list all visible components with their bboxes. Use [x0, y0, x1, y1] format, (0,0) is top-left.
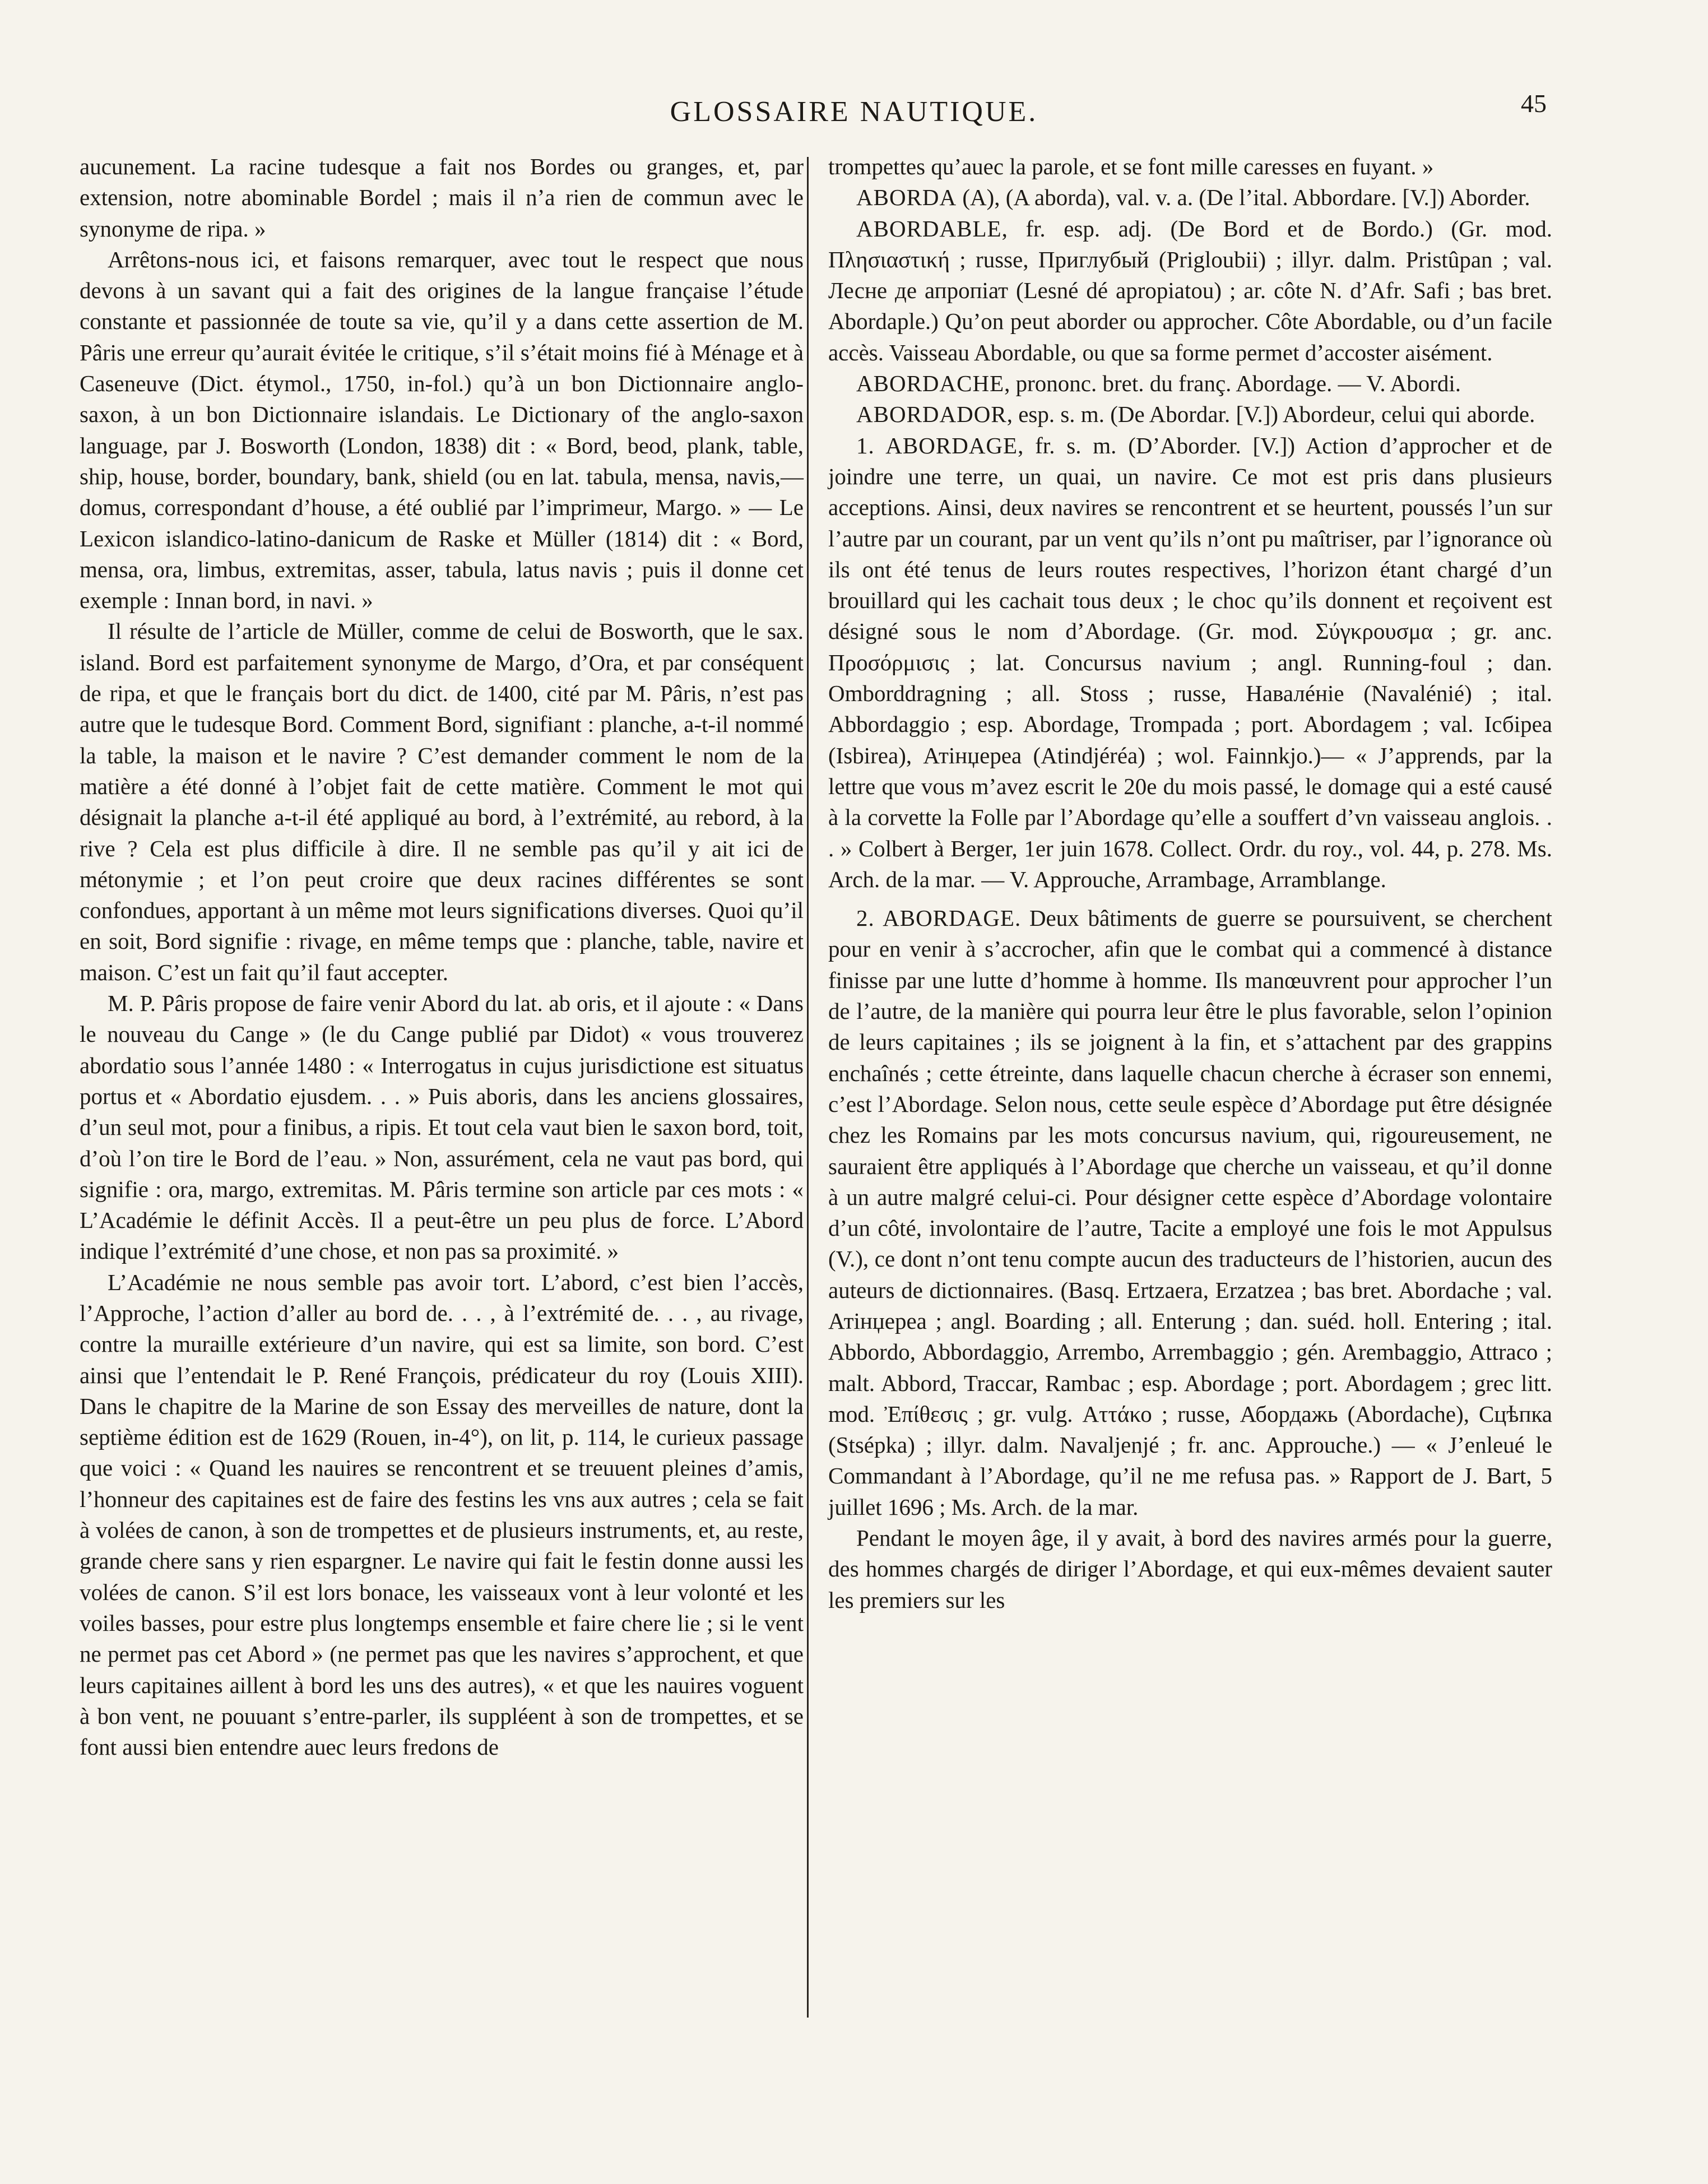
entry-lemma: ABORDA	[856, 184, 957, 211]
paragraph: Il résulte de l’article de Müller, comme de celui de Bosworth, que le sax. island. Bord est parfaitement synonyme de Margo, d’Ora, et par conséquent de ripa, et que le français bort du dict. de 1400, cité par M. Pâris, n’est pas autre que le tudesque Bord. Comment Bord, signifiant : planche, a-t-il nommé la table, la maison et le navire ? C’est demander comment le nom de la matière a été donné à l’objet fait de cette matière. Comment le mot qui désignait la planche a-t-il été appliqué au bord, à l’extrémité, au rebord, à la rive ? Cela est plus difficile à dire. Il ne semble pas qu’il y ait ici de métonymie ; et l’on peut croire que deux racines différentes se sont confondues, apportant à un même mot leurs significations diverses. Quoi qu’il en soit, Bord signifie : rivage, en même temps que : planche, table, navire et maison. C’est un fait qu’il faut accepter.	[80, 618, 804, 985]
paragraph: Arrêtons-nous ici, et faisons remarquer, avec tout le respect que nous devons à un savant qui a fait des origines de la langue française l’étude constante et passionnée de toute sa vie, qu’il y a dans cette assertion de M. Pâris une erreur qu’aurait évitée le critique, s’il s’était moins fié à Ménage et à Caseneuve (Dict. étymol., 1750, in-fol.) qu’à un bon Dictionnaire anglo-saxon, à un bon Dictionnaire islandais. Le Dictionary of the anglo-saxon language, par J. Bosworth (London, 1838) dit : « Bord, beod, plank, table, ship, house, border, boundary, bank, shield (ou en lat. tabula, mensa, navis,—domus, correspondant d’house, a été oublié par l’imprimeur, Margo. » — Le Lexicon islandico-latino-danicum de Raske et Müller (1814) dit : « Bord, mensa, ora, limbus, extremitas, asser, tabula, latus navis ; puis il donne cet exemple : Innan bord, in navi. »	[80, 246, 804, 614]
entry-text: , prononc. bret. du franç. Abordage. — V. Abordi.	[1004, 370, 1461, 397]
dictionary-entry	[828, 214, 1552, 368]
entry-lemma: ABORDABLE	[856, 215, 1002, 242]
right-column	[828, 151, 1552, 1616]
paragraph: aucunement. La racine tudesque a fait nos Bordes ou granges, et, par extension, notre abominable Bordel ; mais il n’a rien de commun avec le synonyme de ripa. »	[80, 154, 804, 242]
entry-text: trompettes qu’auec la parole, et se font mille caresses en fuyant. »	[828, 154, 1434, 179]
dictionary-entry	[828, 182, 1552, 213]
entry-text: Pendant le moyen âge, il y avait, à bord des navires armés pour la guerre, des hommes chargés de diriger l’Abordage, et qui eux-mêmes devaient sauter les premiers sur les	[828, 1525, 1552, 1613]
page-number: 45	[1521, 89, 1547, 118]
paragraph	[828, 1523, 1552, 1616]
entry-text: , fr. esp. adj. (De Bord et de Bordo.) (Gr. mod. Πλησιαστική ; russe, Приглубый (Prigloubii) ; illyr. dalm. Pristûpan ; val. Лесне де апропіат (Lesné dé apropiatou) ; ar. côte N. d’Afr. Safi ; bas bret. Abordaple.) Qu’on peut aborder ou approcher. Côte Abordable, ou d’un facile accès. Vaisseau Abordable, ou que sa forme permet d’accoster aisément.	[828, 215, 1552, 365]
dictionary-entry	[828, 430, 1552, 895]
entry-lemma: 1. ABORDAGE	[856, 432, 1018, 458]
dictionary-entry	[828, 368, 1552, 399]
entry-text: (A), (A aborda), val. v. a. (De l’ital. Abbordare. [V.]) Aborder.	[957, 184, 1530, 211]
entry-lemma: 2. ABORDAGE	[856, 905, 1015, 931]
entry-lemma: ABORDACHE	[856, 370, 1005, 397]
entry-text: , fr. s. m. (D’Aborder. [V.]) Action d’approcher et de joindre une terre, un quai, un navire. Ce mot est pris dans plusieurs acceptions. Ainsi, deux navires se rencontrent et se heurtent, poussés l’un sur l’autre par un courant, par un vent qu’ils n’ont pu maîtriser, par l’ignorance où ils ont été tenus de leurs routes respectives, l’horizon étant chargé d’un brouillard qui les cachait tous deux ; le choc qu’ils donnent et reçoivent est désigné sous le nom d’Abordage. (Gr. mod. Σύγκρουσμα ; gr. anc. Προσόρμισις ; lat. Concursus navium ; angl. Running-foul ; dan. Omborddragning ; all. Stoss ; russe, Навалéніе (Navalénié) ; ital. Abbordaggio ; esp. Abordage, Trompada ; port. Abordagem ; val. Ісбірea (Isbirea), Атінџерea (Atindjéréa) ; wol. Fainnkjo.)— « J’apprends, par la lettre que vous m’avez escrit le 20e du mois passé, le domage qui a esté causé à la corvette la Folle par l’Abordage qu’elle a souffert d’vn vaisseau anglois. . . » Colbert à Berger, 1er juin 1678. Collect. Ordr. du roy., vol. 44, p. 278. Ms. Arch. de la mar. — V. Approuche, Arrambage, Arramblange.	[828, 432, 1553, 892]
dictionary-entry	[828, 399, 1552, 430]
paragraph: L’Académie ne nous semble pas avoir tort. L’abord, c’est bien l’accès, l’Approche, l’action d’aller au bord de. . . , à l’extrémité de. . . , au rivage, contre la muraille extérieure d’un navire, qui est sa limite, son bord. C’est ainsi que l’entendait le P. René François, prédicateur du roy (Louis XIII). Dans le chapitre de la Marine de son Essay des merveilles de nature, dont la septième édition est de 1629 (Rouen, in-4°), on lit, p. 114, le curieux passage que voici : « Quand les nauires se rencontrent et se treuuent pleines d’amis, l’honneur des capitaines est de faire des festins les vns aux autres ; cela se fait à volées de canon, à son de trompettes et de plusieurs instruments, et, au reste, grande chere sans y rien espargner. Le navire qui fait le festin donne aussi les volées de canon. S’il est lors bonace, les vaisseaux vont à leur volonté et les voiles basses, pour estre plus longtemps ensemble et faire chere lie ; si le vent ne permet pas cet Abord » (ne permet pas que les navires s’approchent, et que leurs capitaines aillent à bord les uns des autres), « et que les nauires voguent à bon vent, ne pouuant s’entre-parler, ils suppléent à son de trompettes, et se font aussi bien entendre auec leurs fredons de	[80, 1269, 804, 1760]
column-rule	[807, 157, 809, 2018]
entry-text: . Deux bâtiments de guerre se poursuivent, se cherchent pour en venir à s’accrocher, afin que le combat qui a commencé à distance finisse par une lutte d’homme à homme. Ils manœuvrent pour approcher l’un de l’autre, de la manière qui pourra leur être le plus favorable, selon l’opinion de leurs capitaines ; ils se joignent à la fin, et s’attachent par des grappins enchaînés ; cette étreinte, dans laquelle chacun cherche à écraser son ennemi, c’est l’Abordage. Selon nous, cette seule espèce d’Abordage put être désignée chez les Romains par les mots concursus navium, qui, rigoureusement, ne sauraient être appliqués à l’Abordage que cherche un vaisseau, et qu’il donne à un autre malgré celui-ci. Pour désigner cette espèce d’Abordage volontaire d’un côté, involontaire de l’autre, Tacite a employé une fois le mot Appulsus (V.), ce dont n’ont tenu compte aucun des traducteurs de l’historien, aucun des auteurs de dictionnaires. (Basq. Ertzaera, Erzatzea ; bas bret. Abordache ; val. Атінџерea ; angl. Boarding ; all. Enterung ; dan. suéd. holl. Entering ; ital. Abbordo, Abbordaggio, Arrembo, Arrembaggio ; gén. Arembaggio, Attraco ; malt. Abbord, Traccar, Rambac ; esp. Abordage ; port. Abordagem ; grec litt. mod. Ἐπίθεσις ; gr. vulg. Αττάκο ; russe, Абордажь (Abordache), Сцѣпка (Stsépka) ; illyr. dalm. Navaljenjé ; fr. anc. Approuche.) — « J’enleué le Commandant à l’Abordage, qu’il ne me refusa pas. » Rapport de J. Bart, 5 juillet 1696 ; Ms. Arch. de la mar.	[828, 905, 1552, 1520]
page-header-title: GLOSSAIRE NAUTIQUE.	[670, 96, 1038, 128]
left-column	[80, 151, 804, 1763]
entry-text: , esp. s. m. (De Abordar. [V.]) Abordeur, celui qui aborde.	[1006, 401, 1535, 428]
dictionary-entry	[828, 903, 1552, 1523]
paragraph: M. P. Pâris propose de faire venir Abord du lat. ab oris, et il ajoute : « Dans le nouveau du Cange » (le du Cange publié par Didot) « vous trouverez abordatio sous l’année 1480 : « Interrogatus in cujus jurisdictione est situatus portus et « Abordatio ejusdem. . . » Puis aboris, dans les anciens glossaires, d’un seul mot, pour a finibus, a ripis. Et tout cela vaut bien le saxon bord, toit, d’où l’on tire le Bord de l’eau. » Non, assurément, cela ne vaut pas bord, qui signifie : ora, margo, extremitas. M. Pâris termine son article par ces mots : « L’Académie le définit Accès. Il a peut-être un peu plus de force. L’Abord indique l’extrémité d’une chose, et non pas sa proximité. »	[80, 990, 804, 1264]
paragraph	[828, 151, 1552, 182]
entry-lemma: ABORDADOR	[856, 401, 1007, 428]
